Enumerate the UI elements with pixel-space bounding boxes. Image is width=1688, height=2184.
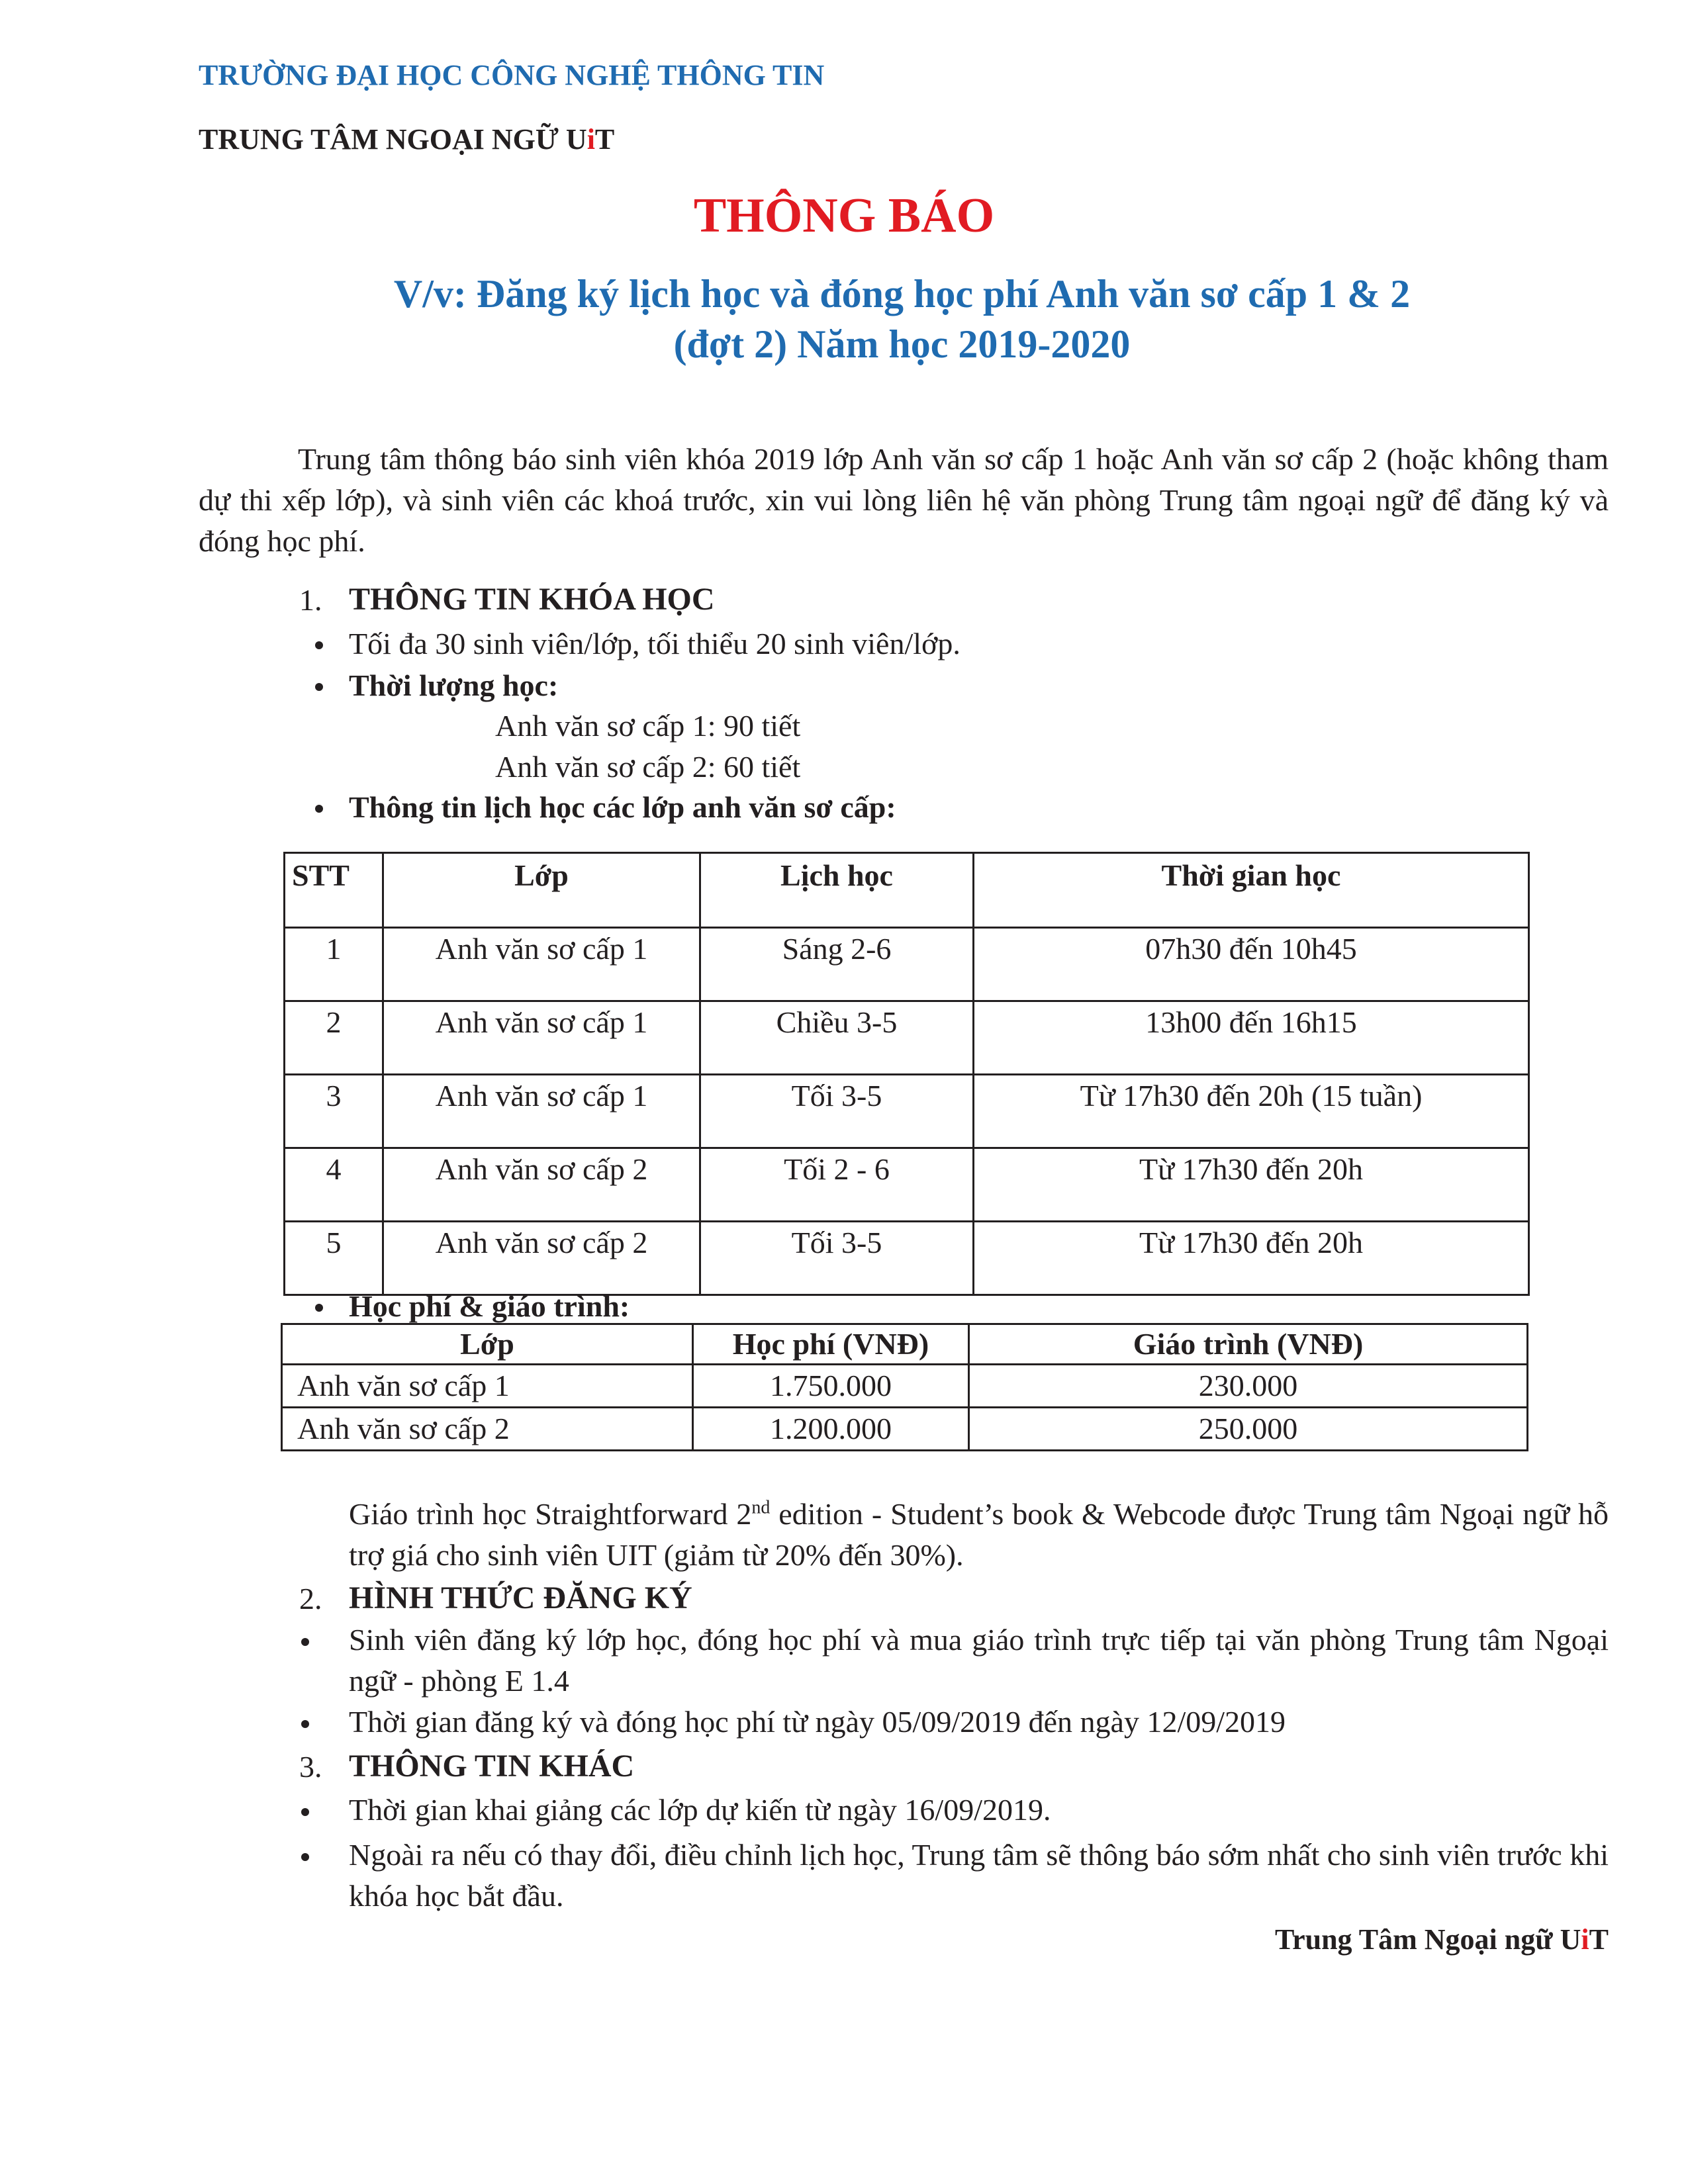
textbook-note-b: edition - Student’s book & Webcode được Trung tâm Ngoại ngữ hỗ trợ giá cho sinh viên UIT (giảm từ 20% đến 30%).: [349, 1497, 1609, 1572]
textbook-note-sup: nd: [751, 1497, 771, 1518]
cell-class: Anh văn sơ cấp 1: [383, 1001, 700, 1075]
table-row: [285, 1075, 1529, 1148]
duration-level-2: Anh văn sơ cấp 2: 60 tiết: [495, 750, 801, 784]
cell-class: Anh văn sơ cấp 1: [383, 1075, 700, 1148]
bullet-dot: [315, 683, 323, 691]
cell-stt: 2: [285, 1001, 383, 1075]
table-row: [285, 1222, 1529, 1295]
cell-class: Anh văn sơ cấp 2: [282, 1408, 693, 1451]
cell-time: Từ 17h30 đến 20h: [974, 1222, 1529, 1295]
textbook-note-a: Giáo trình học Straightforward 2: [349, 1497, 752, 1531]
cell-fee: 1.200.000: [693, 1408, 969, 1451]
cell-time: Từ 17h30 đến 20h (15 tuần): [974, 1075, 1529, 1148]
header-time: Thời gian học: [974, 853, 1529, 928]
registration-period: Thời gian đăng ký và đóng học phí từ ngày 05/09/2019 đến ngày 12/09/2019: [349, 1705, 1286, 1739]
intro-paragraph: Trung tâm thông báo sinh viên khóa 2019 lớp Anh văn sơ cấp 1 hoặc Anh văn sơ cấp 2 (hoặc không tham dự thi xếp lớp), và sinh viên các khoá trước, xin vui lòng liên hệ văn phòng Trung tâm ngoại ngữ để đăng ký và đóng học phí.: [199, 442, 1609, 558]
subject-line-1: V/v: Đăng ký lịch học và đóng học phí Anh văn sơ cấp 1 & 2: [393, 272, 1411, 316]
cell-stt: 5: [285, 1222, 383, 1295]
header-class: Lớp: [383, 853, 700, 928]
table-row: [282, 1365, 1528, 1408]
signature-i: i: [1581, 1923, 1589, 1956]
section2-number: 2.: [299, 1582, 322, 1615]
cell-time: 07h30 đến 10h45: [974, 928, 1529, 1001]
section3-title: THÔNG TIN KHÁC: [349, 1749, 635, 1784]
signature-prefix: Trung Tâm Ngoại ngữ U: [1274, 1923, 1581, 1956]
section3-number: 3.: [299, 1750, 322, 1784]
bullet-dot: [315, 1304, 323, 1312]
university-name: TRƯỜNG ĐẠI HỌC CÔNG NGHỆ THÔNG TIN: [199, 59, 825, 91]
cell-stt: 1: [285, 928, 383, 1001]
header-class: Lớp: [282, 1324, 693, 1365]
fees-table: [281, 1323, 1528, 1451]
page-title: THÔNG BÁO: [693, 189, 995, 243]
cell-stt: 3: [285, 1075, 383, 1148]
schedule-header-row: [285, 853, 1529, 928]
cell-time: 13h00 đến 16h15: [974, 1001, 1529, 1075]
cell-stt: 4: [285, 1148, 383, 1222]
cell-time: Từ 17h30 đến 20h: [974, 1148, 1529, 1222]
subject-line-2: (đợt 2) Năm học 2019-2020: [673, 322, 1131, 366]
cell-schedule: Chiều 3-5: [700, 1001, 974, 1075]
header-fee: Học phí (VNĐ): [693, 1324, 969, 1365]
textbook-note: [349, 1494, 1609, 1576]
capacity-text: Tối đa 30 sinh viên/lớp, tối thiểu 20 sinh viên/lớp.: [349, 627, 961, 660]
section2-title: HÌNH THỨC ĐĂNG KÝ: [349, 1580, 692, 1615]
cell-schedule: Tối 3-5: [700, 1075, 974, 1148]
bullet-dot: [315, 805, 323, 813]
cell-book: 250.000: [969, 1408, 1528, 1451]
bullet-dot: [301, 1720, 309, 1728]
section1-title: THÔNG TIN KHÓA HỌC: [349, 582, 715, 617]
cell-schedule: Tối 2 - 6: [700, 1148, 974, 1222]
schedule-heading: Thông tin lịch học các lớp anh văn sơ cấp:: [349, 790, 896, 824]
cell-class: Anh văn sơ cấp 1: [383, 928, 700, 1001]
cell-schedule: Tối 3-5: [700, 1222, 974, 1295]
fees-heading: Học phí & giáo trình:: [349, 1289, 630, 1323]
table-row: [285, 1148, 1529, 1222]
table-row: [285, 1001, 1529, 1075]
center-name-i: i: [586, 123, 595, 156]
fees-header-row: [282, 1324, 1528, 1365]
center-name: [199, 122, 614, 156]
schedule-table: [283, 852, 1530, 1296]
cell-schedule: Sáng 2-6: [700, 928, 974, 1001]
header-stt: STT: [285, 853, 383, 928]
bullet-dot: [301, 1638, 309, 1646]
cell-book: 230.000: [969, 1365, 1528, 1408]
duration-heading: Thời lượng học:: [349, 668, 559, 702]
registration-place: Sinh viên đăng ký lớp học, đóng học phí và mua giáo trình trực tiếp tại văn phòng Trung tâm Ngoại ngữ - phòng E 1.4: [349, 1623, 1609, 1698]
center-name-prefix: TRUNG TÂM NGOẠI NGỮ U: [199, 123, 587, 156]
table-row: [285, 928, 1529, 1001]
cell-fee: 1.750.000: [693, 1365, 969, 1408]
bullet-dot: [315, 641, 323, 649]
cell-class: Anh văn sơ cấp 2: [383, 1148, 700, 1222]
cell-class: Anh văn sơ cấp 2: [383, 1222, 700, 1295]
duration-level-1: Anh văn sơ cấp 1: 90 tiết: [495, 709, 801, 743]
signature: [1275, 1923, 1609, 1956]
table-row: [282, 1408, 1528, 1451]
center-name-t: T: [594, 123, 615, 156]
header-book: Giáo trình (VNĐ): [969, 1324, 1528, 1365]
section1-number: 1.: [299, 583, 322, 617]
bullet-dot: [301, 1808, 309, 1816]
start-date: Thời gian khai giảng các lớp dự kiến từ ngày 16/09/2019.: [349, 1793, 1051, 1827]
bullet-dot: [301, 1853, 309, 1861]
header-schedule: Lịch học: [700, 853, 974, 928]
change-notice: Ngoài ra nếu có thay đổi, điều chỉnh lịch học, Trung tâm sẽ thông báo sớm nhất cho sinh viên trước khi khóa học bắt đầu.: [349, 1838, 1609, 1913]
cell-class: Anh văn sơ cấp 1: [282, 1365, 693, 1408]
signature-t: T: [1589, 1923, 1609, 1956]
